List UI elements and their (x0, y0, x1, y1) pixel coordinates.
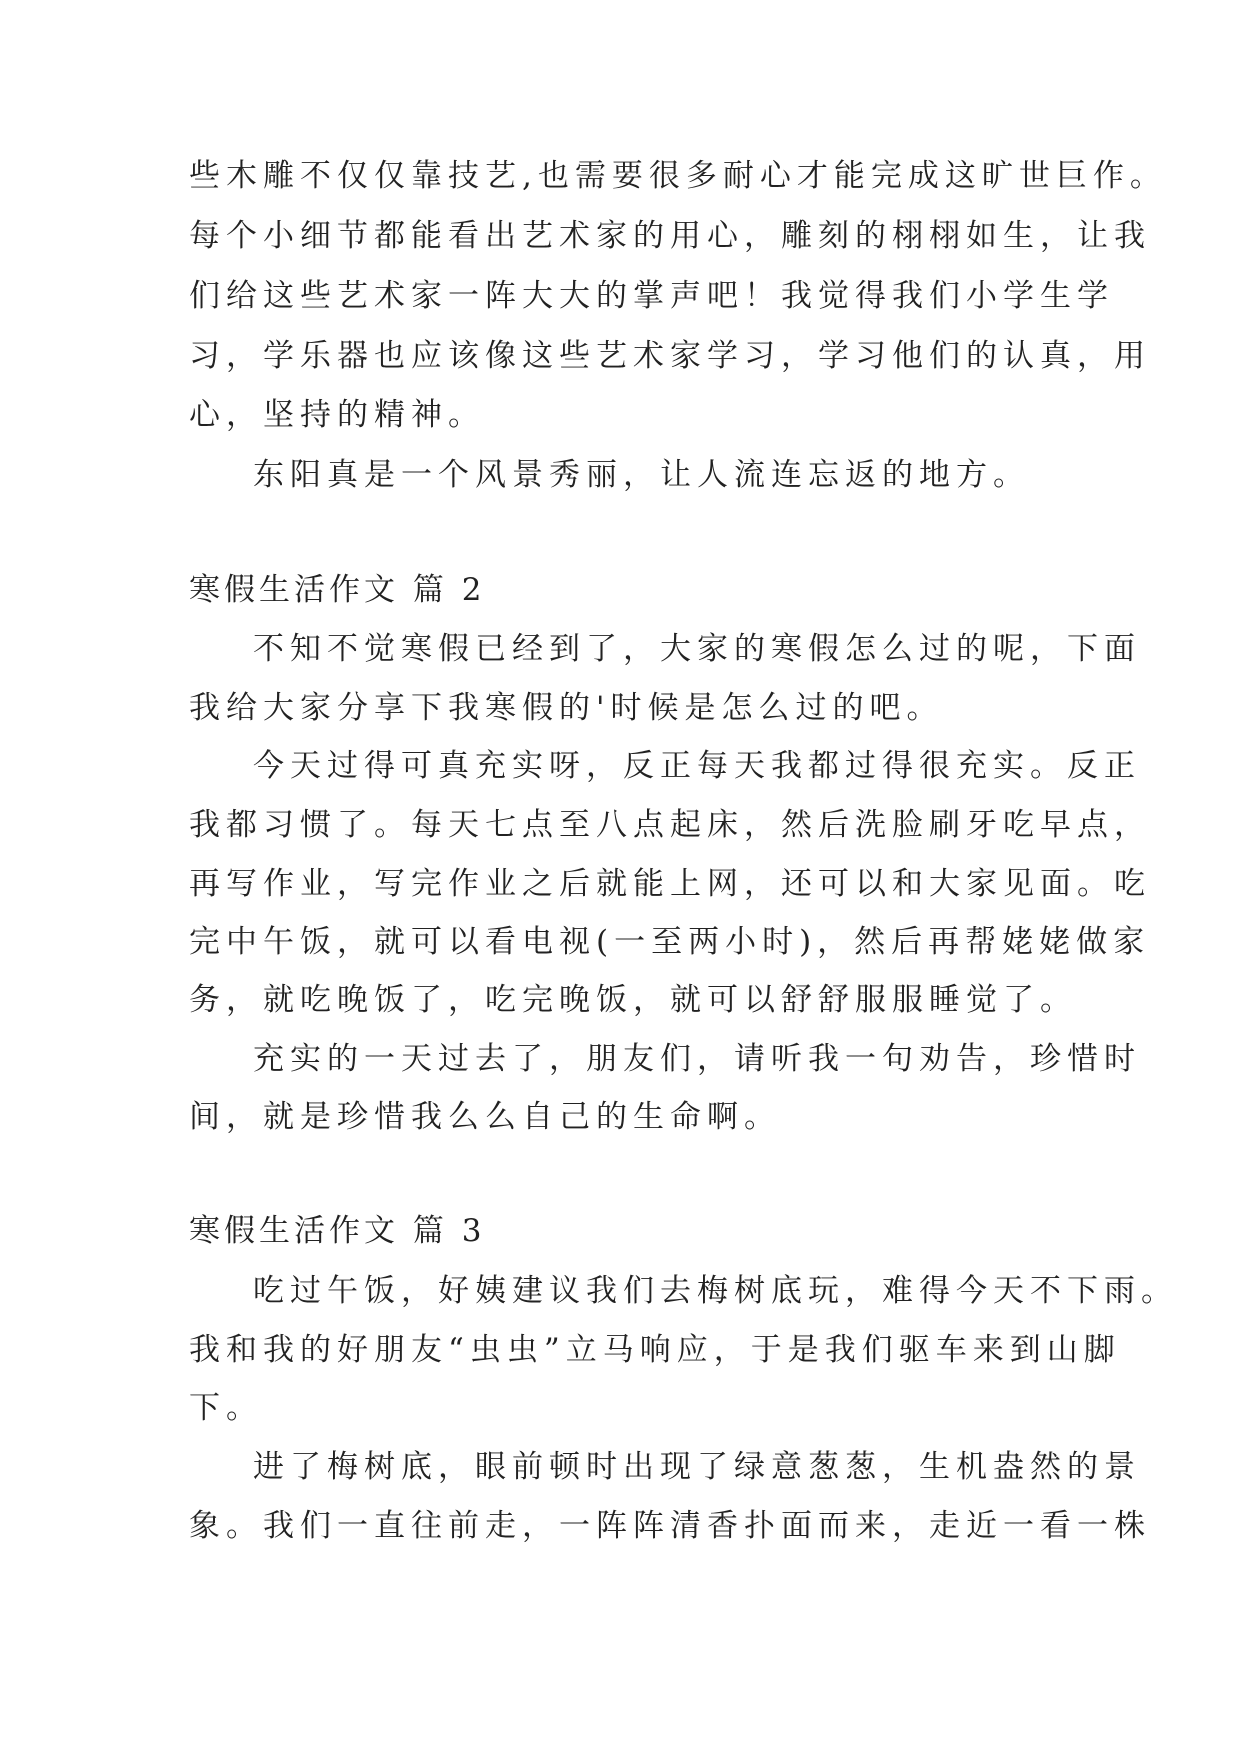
section-heading: 寒假生活作文 篇 2 (189, 572, 486, 608)
paragraph-line: 充实的一天过去了，朋友们，请听我一句劝告，珍惜时 (253, 1041, 1141, 1077)
paragraph-line: 东阳真是一个风景秀丽，让人流连忘返的地方。 (253, 457, 1030, 493)
paragraph-line: 我和我的好朋友“虫虫”立马响应，于是我们驱车来到山脚 (189, 1332, 1121, 1368)
paragraph-line: 今天过得可真充实呀，反正每天我都过得很充实。反正 (253, 748, 1141, 784)
paragraph-line: 下。 (189, 1390, 263, 1426)
paragraph-line: 再写作业，写完作业之后就能上网，还可以和大家见面。吃 (189, 866, 1151, 902)
paragraph-line: 间，就是珍惜我么么自己的生命啊。 (189, 1099, 781, 1135)
paragraph-line: 象。我们一直往前走，一阵阵清香扑面而来，走近一看一株 (189, 1508, 1151, 1544)
paragraph-line: 些木雕不仅仅靠技艺,也需要很多耐心才能完成这旷世巨作。 (189, 158, 1167, 194)
paragraph-line: 我都习惯了。每天七点至八点起床，然后洗脸刷牙吃早点， (189, 807, 1151, 843)
paragraph-line: 不知不觉寒假已经到了，大家的寒假怎么过的呢，下面 (253, 631, 1141, 667)
section-heading: 寒假生活作文 篇 3 (189, 1213, 486, 1249)
paragraph-line: 进了梅树底，眼前顿时出现了绿意葱葱，生机盎然的景 (253, 1449, 1141, 1485)
paragraph-line: 我给大家分享下我寒假的'时候是怎么过的吧。 (189, 690, 944, 726)
paragraph-line: 务，就吃晚饭了，吃完晚饭，就可以舒舒服服睡觉了。 (189, 982, 1077, 1018)
paragraph-line: 每个小细节都能看出艺术家的用心，雕刻的栩栩如生，让我 (189, 218, 1151, 254)
paragraph-line: 完中午饭，就可以看电视(一至两小时)，然后再帮姥姥做家 (189, 924, 1151, 960)
paragraph-line: 心，坚持的精神。 (189, 397, 485, 433)
paragraph-line: 吃过午饭，好姨建议我们去梅树底玩，难得今天不下雨。 (253, 1273, 1178, 1309)
paragraph-line: 们给这些艺术家一阵大大的掌声吧！我觉得我们小学生学 (189, 278, 1114, 314)
paragraph-line: 习，学乐器也应该像这些艺术家学习，学习他们的认真，用 (189, 338, 1151, 374)
